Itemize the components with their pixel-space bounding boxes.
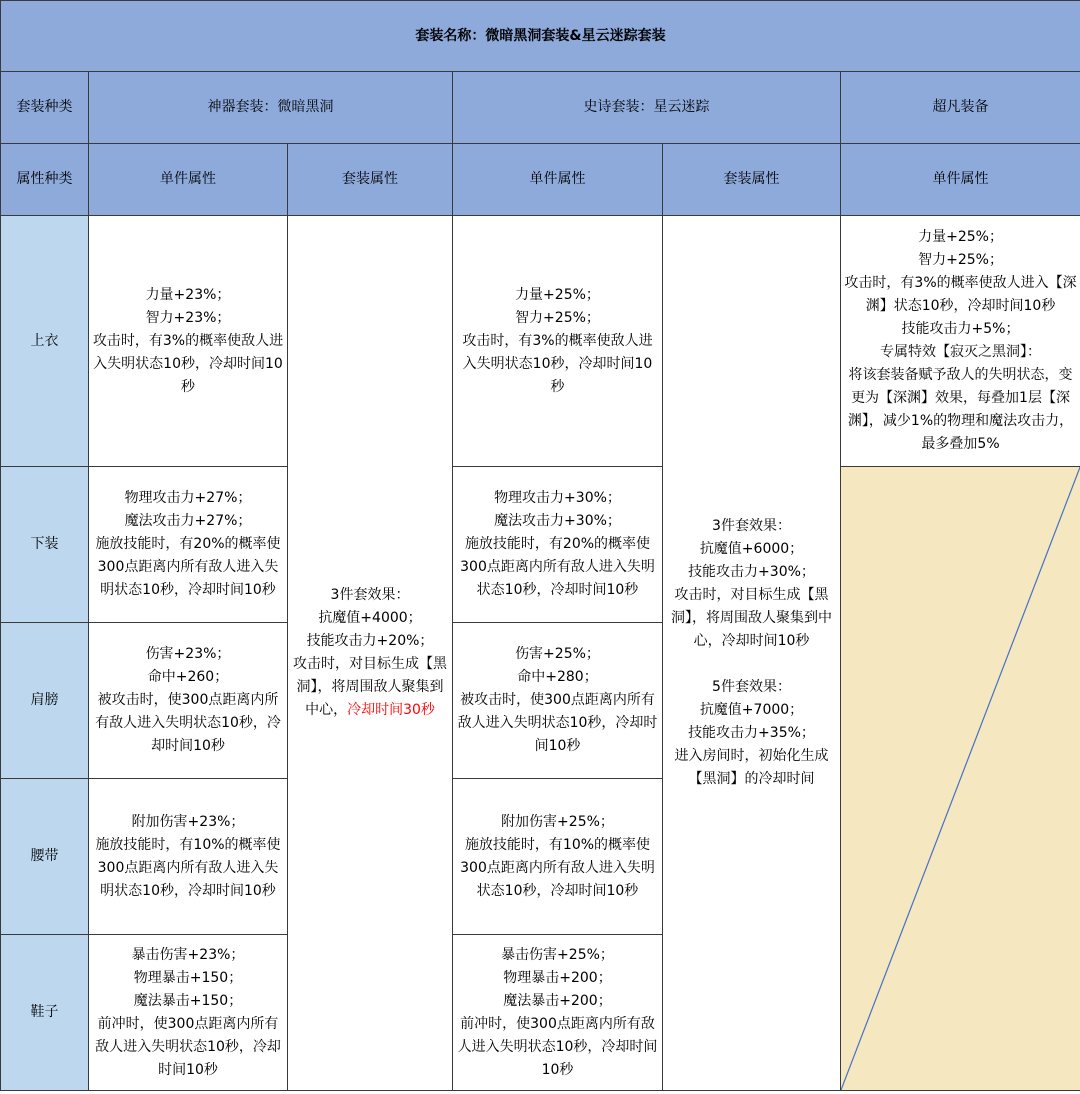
epic-set-header: 史诗套装：星云迷踪 bbox=[453, 72, 841, 144]
epic-attr-shoulder: 伤害+25%； 命中+280； 被攻击时，使300点距离内所有敌人进入失明状态10秒，冷却时间10秒 bbox=[453, 623, 663, 779]
part-label-shoulder: 肩膀 bbox=[1, 623, 89, 779]
epic-attr-shoes: 暴击伤害+25%； 物理暴击+200； 魔法暴击+200； 前冲时，使300点距离内所有敌人进入失明状态10秒，冷却时间10秒 bbox=[453, 935, 663, 1091]
epic-attr-belt: 附加伤害+25%； 施放技能时，有10%的概率使300点距离内所有敌人进入失明状态10秒，冷却时间10秒 bbox=[453, 779, 663, 935]
artifact-attr-shoulder: 伤害+23%； 命中+260； 被攻击时，使300点距离内所有敌人进入失明状态10秒，冷却时间10秒 bbox=[89, 623, 288, 779]
epic-set-attr-header: 套装属性 bbox=[663, 144, 841, 216]
part-label-bottom: 下装 bbox=[1, 467, 89, 623]
extraordinary-empty-cell bbox=[841, 467, 1080, 1091]
epic-attr-bottom: 物理攻击力+30%； 魔法攻击力+30%； 施放技能时，有20%的概率使300点距离内所有敌人进入失明状态10秒，冷却时间10秒 bbox=[453, 467, 663, 623]
artifact-set-cooldown-highlight: 冷却时间30秒 bbox=[347, 702, 435, 718]
artifact-attr-shoes: 暴击伤害+23%； 物理暴击+150； 魔法暴击+150； 前冲时，使300点距离内所有敌人进入失明状态10秒，冷却时间10秒 bbox=[89, 935, 288, 1091]
extraordinary-attr-top: 力量+25%； 智力+25%； 攻击时，有3%的概率使敌人进入【深渊】状态10秒，冷却时间10秒 技能攻击力+5%； 专属特效【寂灭之黑洞】： 将该套装备赋予敌人的失明状态，变更为【深渊】效果，每叠加1层【深渊】，减少1%的物理和魔法攻击力，最多叠加5% bbox=[841, 216, 1080, 467]
part-label-belt: 腰带 bbox=[1, 779, 89, 935]
table-title: 套装名称：微暗黑洞套装&星云迷踪套装 bbox=[1, 1, 1080, 72]
diagonal-line bbox=[841, 467, 1080, 1090]
part-label-top: 上衣 bbox=[1, 216, 89, 467]
artifact-set-attr bbox=[288, 216, 453, 1091]
set-type-label: 套装种类 bbox=[1, 72, 89, 144]
epic-single-attr-header: 单件属性 bbox=[453, 144, 663, 216]
part-label-shoes: 鞋子 bbox=[1, 935, 89, 1091]
extraordinary-single-attr-header: 单件属性 bbox=[841, 144, 1080, 216]
artifact-single-attr-header: 单件属性 bbox=[89, 144, 288, 216]
artifact-set-header: 神器套装：微暗黑洞 bbox=[89, 72, 453, 144]
artifact-attr-belt: 附加伤害+23%； 施放技能时，有10%的概率使300点距离内所有敌人进入失明状态10秒，冷却时间10秒 bbox=[89, 779, 288, 935]
artifact-set-attr-header: 套装属性 bbox=[288, 144, 453, 216]
attr-type-label: 属性种类 bbox=[1, 144, 89, 216]
epic-attr-top: 力量+25%； 智力+25%； 攻击时，有3%的概率使敌人进入失明状态10秒，冷却时间10秒 bbox=[453, 216, 663, 467]
epic-set-attr: 3件套效果： 抗魔值+6000； 技能攻击力+30%； 攻击时，对目标生成【黑洞】，将周围敌人聚集到中心，冷却时间10秒 5件套效果： 抗魔值+7000； 技能攻击力+35%； 进入房间时，初始化生成【黑洞】的冷却时间 bbox=[663, 216, 841, 1091]
artifact-attr-bottom: 物理攻击力+27%； 魔法攻击力+27%； 施放技能时，有20%的概率使300点距离内所有敌人进入失明状态10秒，冷却时间10秒 bbox=[89, 467, 288, 623]
artifact-attr-top: 力量+23%； 智力+23%； 攻击时，有3%的概率使敌人进入失明状态10秒，冷却时间10秒 bbox=[89, 216, 288, 467]
extraordinary-header: 超凡装备 bbox=[841, 72, 1080, 144]
artifact-set-attr-text: 3件套效果： 抗魔值+4000； 技能攻击力+20%； 攻击时，对目标生成【黑洞】，将周围敌人聚集到中心， bbox=[293, 587, 447, 718]
